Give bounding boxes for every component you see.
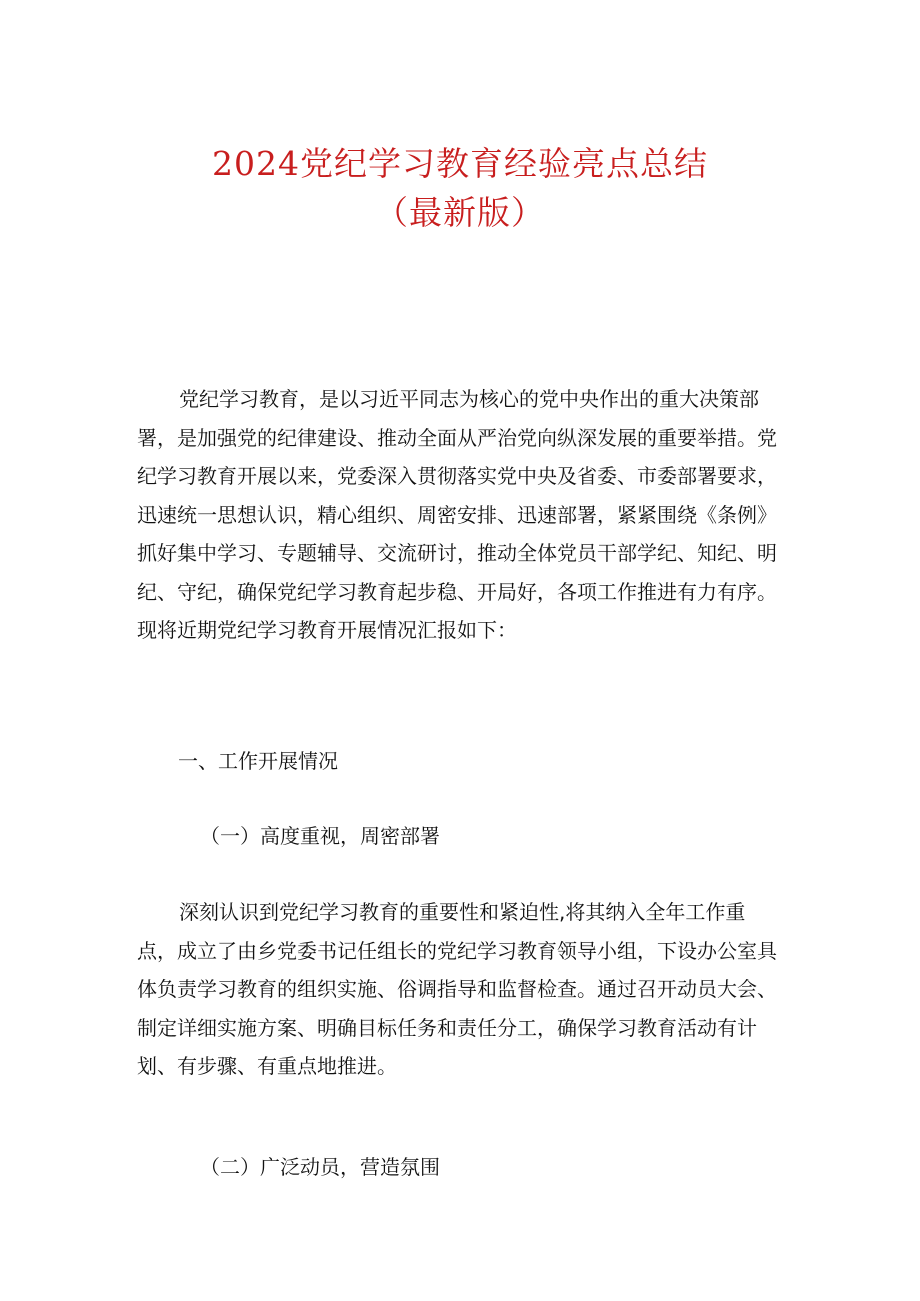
subheading-attention-deployment: （一）高度重视，周密部署 xyxy=(200,824,440,848)
section-heading-work-status: 一、工作开展情况 xyxy=(178,749,338,773)
paragraph-attention-deployment: 深刻认识到党纪学习教育的重要性和紧迫性,将其纳入全年工作重点，成立了由乡党委书记任组长的党纪学习教育领导小组，下设办公室具体负责学习教育的组织实施、俗调指导和监督检查。通过召开动员大会、制定详细实施方案、明确目标任务和责任分工，确保学习教育活动有计划、有步骤、有重点地推进。 xyxy=(137,900,777,1078)
subheading-mobilization: （二）广泛动员，营造氛围 xyxy=(200,1155,440,1179)
intro-paragraph: 党纪学习教育，是以习近平同志为核心的党中央作出的重大决策部署，是加强党的纪律建设、推动全面从严治党向纵深发展的重要举措。党纪学习教育开展以来，党委深入贯彻落实党中央及省委、市委部署要求，迅速统一思想认识，精心组织、周密安排、迅速部署，紧紧围绕《条例》抓好集中学习、专题辅导、交流研讨，推动全体党员干部学纪、知纪、明纪、守纪，确保党纪学习教育起步稳、开局好，各项工作推进有力有序。现将近期党纪学习教育开展情况汇报如下： xyxy=(137,387,777,642)
document-subtitle: （最新版） xyxy=(375,193,545,232)
document-title: 2024党纪学习教育经验亮点总结 xyxy=(212,144,708,183)
